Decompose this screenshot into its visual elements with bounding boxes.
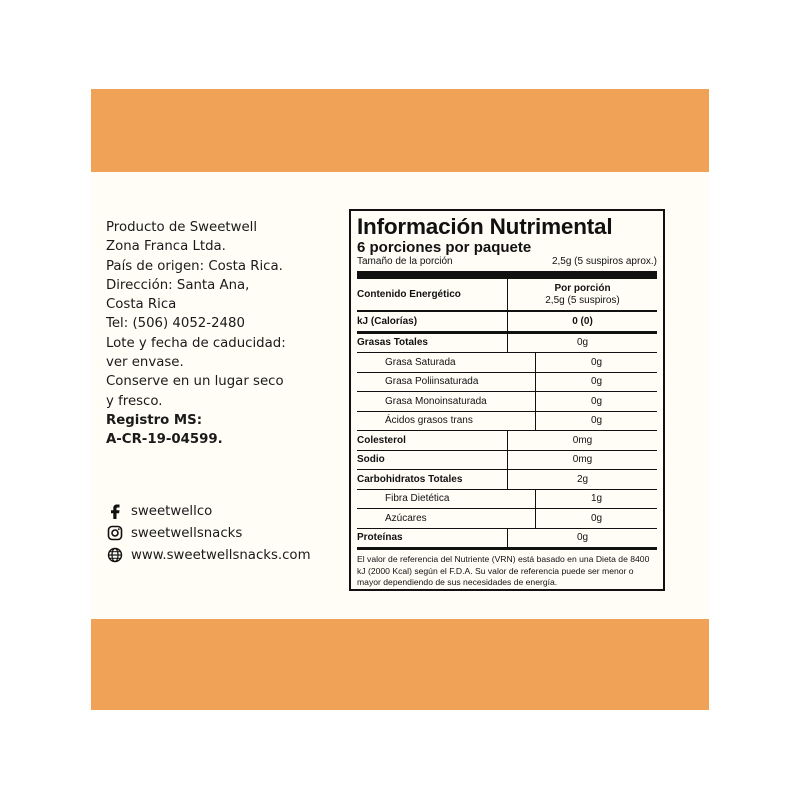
producer-line: Lote y fecha de caducidad: xyxy=(106,335,286,351)
nutrient-value: 1g xyxy=(535,490,657,509)
nutrient-label: Azúcares xyxy=(385,512,427,524)
nutrient-label: Grasa Monoinsaturada xyxy=(385,395,487,407)
producer-line: ver envase. xyxy=(106,355,184,371)
thick-divider xyxy=(357,271,657,279)
per-portion-label: Por porción xyxy=(554,282,611,294)
nutrient-value: 0g xyxy=(535,392,657,411)
header-right xyxy=(507,279,657,310)
servings-per-package: 6 porciones por paquete xyxy=(357,239,532,256)
social-text: sweetwellsnacks xyxy=(131,525,243,541)
facebook-icon xyxy=(107,503,123,519)
social-text: sweetwellco xyxy=(131,503,213,519)
nutrient-row xyxy=(357,412,657,432)
nutrition-footnote: El valor de referencia del Nutriente (VRN) está basado en una Dieta de 8400 kJ (2000 Kcal) según el F.D.A. Su valor de referencia puede ser menor o mayor dependiendo de sus necesidades de energía. xyxy=(357,554,650,587)
nutrient-value: 0mg xyxy=(507,431,657,450)
nutrient-row xyxy=(357,373,657,393)
nutrient-value: 0g xyxy=(535,412,657,431)
instagram-icon xyxy=(107,525,123,541)
serving-size-row xyxy=(357,256,657,268)
nutrient-row-energy xyxy=(357,312,657,334)
nutrient-row xyxy=(357,490,657,510)
nutrient-label: Grasa Saturada xyxy=(385,356,456,368)
nutrient-value: 0g xyxy=(535,353,657,372)
nutrient-value: 0g xyxy=(535,373,657,392)
producer-line: Tel: (506) 4052-2480 xyxy=(106,316,245,332)
nutrient-label: Fibra Dietética xyxy=(385,493,450,505)
nutrient-label: Grasa Poliinsaturada xyxy=(385,376,479,388)
producer-line: Zona Franca Ltda. xyxy=(106,239,226,255)
nutrient-row xyxy=(357,392,657,412)
producer-line: Costa Rica xyxy=(106,297,177,313)
social-links xyxy=(107,500,311,566)
globe-icon xyxy=(107,547,123,563)
social-website[interactable] xyxy=(107,544,311,566)
orange-band-bottom xyxy=(91,619,709,710)
nutrient-label: Colesterol xyxy=(357,434,406,446)
per-portion-size: 2,5g (5 suspiros) xyxy=(545,294,620,306)
social-instagram[interactable] xyxy=(107,522,311,544)
nutrient-label: Carbohidratos Totales xyxy=(357,473,463,485)
nutrient-value: 0g xyxy=(507,334,657,353)
registry-value: A-CR-19-04599. xyxy=(106,432,223,448)
nutrient-row xyxy=(357,431,657,451)
producer-line: País de origen: Costa Rica. xyxy=(106,258,283,274)
nutrient-row xyxy=(357,470,657,490)
nutrient-value: 0mg xyxy=(507,451,657,470)
producer-line: Producto de Sweetwell xyxy=(106,220,258,235)
serving-size-label: Tamaño de la porción xyxy=(357,256,453,267)
nutrient-row xyxy=(357,334,657,354)
nutrition-facts-panel xyxy=(349,209,665,591)
producer-line: Conserve en un lugar seco xyxy=(106,374,284,390)
header-left: Contenido Energético xyxy=(357,289,461,300)
nutrient-value: 0g xyxy=(507,529,657,548)
nutrient-row xyxy=(357,353,657,373)
nutrition-title: Información Nutrimental xyxy=(357,214,613,239)
nutrient-row xyxy=(357,451,657,471)
nutrient-label: Sodio xyxy=(357,454,385,466)
nutrition-header-row xyxy=(357,279,657,312)
nutrient-value: 0g xyxy=(535,509,657,528)
nutrient-label: Grasas Totales xyxy=(357,337,428,349)
social-facebook[interactable] xyxy=(107,500,311,522)
orange-band-top xyxy=(91,89,709,172)
nutrient-row xyxy=(357,509,657,529)
producer-line: y fresco. xyxy=(106,393,163,409)
nutrient-label: Ácidos grasos trans xyxy=(385,415,473,427)
registry-label: Registro MS: xyxy=(106,412,203,428)
social-text: www.sweetwellsnacks.com xyxy=(131,547,311,563)
serving-size-value: 2,5g (5 suspiros aprox.) xyxy=(551,256,657,267)
nutrient-row xyxy=(357,529,657,551)
nutrient-value: 0 (0) xyxy=(507,312,657,331)
nutrient-label: kJ (Calorías) xyxy=(357,315,418,327)
nutrient-value: 2g xyxy=(507,470,657,489)
nutrient-label: Proteínas xyxy=(357,532,403,544)
producer-info xyxy=(106,218,336,450)
producer-line: Dirección: Santa Ana, xyxy=(106,277,250,293)
